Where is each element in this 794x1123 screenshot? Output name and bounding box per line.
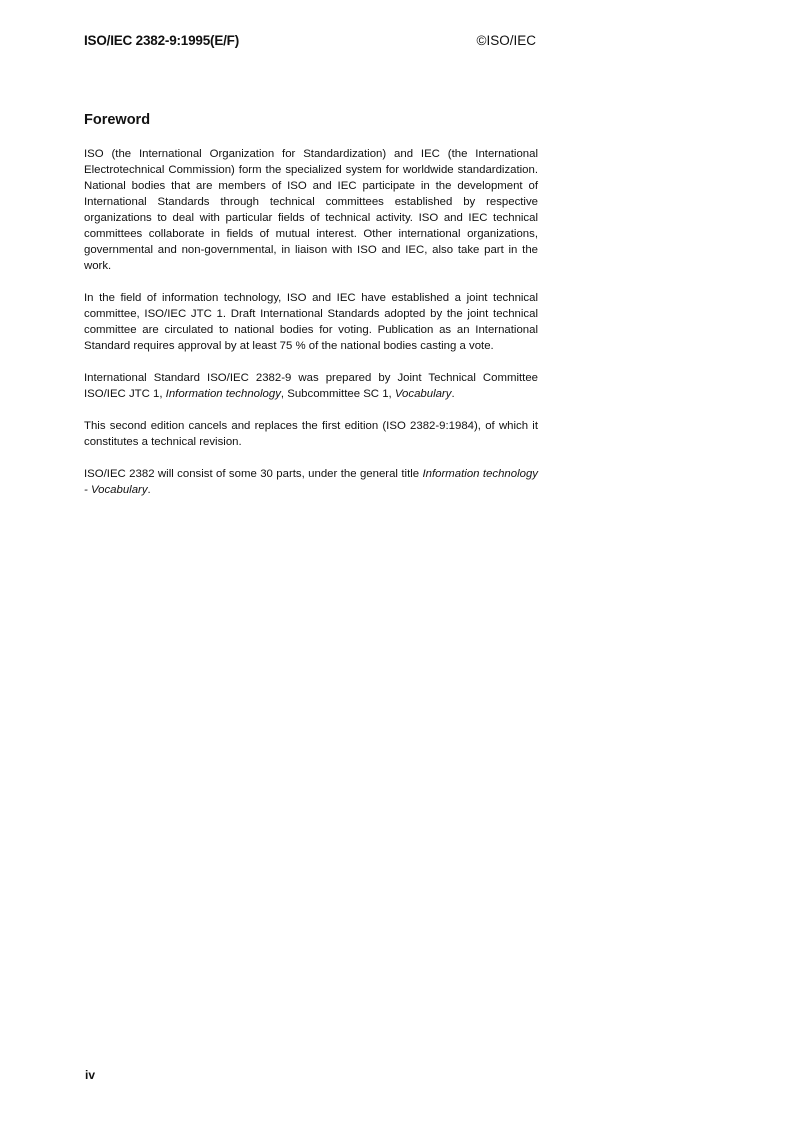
paragraph-3-italic-b: Vocabulary [394,388,452,400]
paragraph-3 [84,370,538,402]
paragraph-5-italic: Information technology - Vocabulary [84,468,539,496]
paragraph-5 [84,466,538,498]
document-identifier: ISO/IEC 2382-9:1995(E/F) [84,33,240,48]
page-header [84,33,538,51]
paragraph-4: This second edition cancels and replaces the first edition (ISO 2382-9:1984), of which it constitutes a technical revision. [84,420,538,448]
paragraph-3-text-b: , Subcommittee SC 1, [280,388,395,400]
paragraph-3-text-a: International Standard ISO/IEC 2382-9 was prepared by Joint Technical Committee ISO/IEC JTC 1, [84,372,538,400]
foreword-body [84,146,538,514]
paragraph-3-italic-a: Information technology [165,388,281,400]
paragraph-1: ISO (the International Organization for Standardization) and IEC (the International Electrotechnical Commission) form the specialized system for worldwide standardization. National bodies that are members of ISO and IEC participate in the development of International Standards through technical committees established by respective organizations to deal with particular fields of technical activity. ISO and IEC technical committees collaborate in fields of mutual interest. Other international organizations, governmental and non-governmental, in liaison with ISO and IEC, also take part in the work. [84,148,538,272]
section-title: Foreword [84,112,151,128]
page-number: iv [85,1068,96,1082]
paragraph-3-text-c: . [451,388,455,400]
paragraph-5-text-a: ISO/IEC 2382 will consist of some 30 parts, under the general title [84,468,423,480]
copyright-notice: ©ISO/IEC [476,33,536,48]
paragraph-5-text-b: . [147,484,151,496]
paragraph-2: In the field of information technology, ISO and IEC have established a joint technical committee, ISO/IEC JTC 1. Draft International Standards adopted by the joint technical committee are circulated to national bodies for voting. Publication as an International Standard requires approval by at least 75 % of the national bodies casting a vote. [84,292,538,352]
